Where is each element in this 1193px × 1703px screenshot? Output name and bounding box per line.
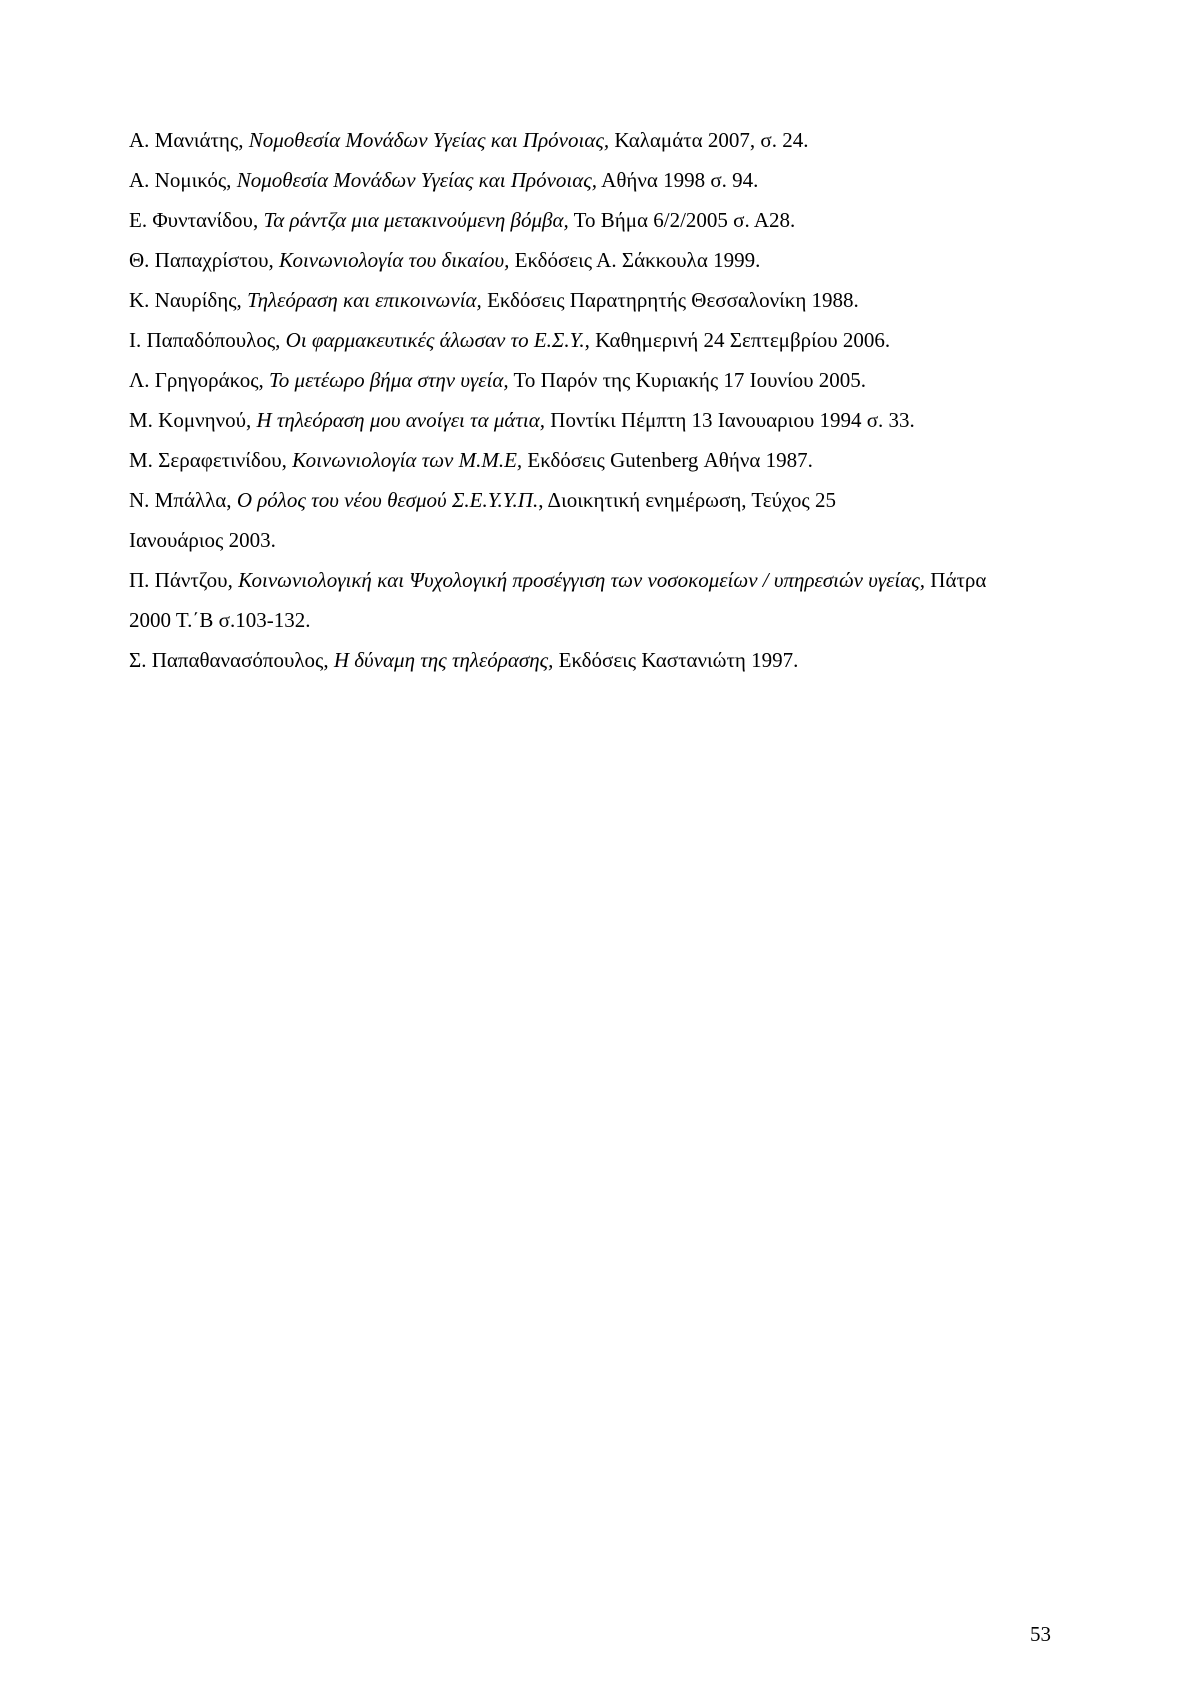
reference-author: Α. Μανιάτης, — [129, 128, 249, 152]
reference-title: Οι φαρμακευτικές άλωσαν το Ε.Σ.Υ. — [285, 328, 585, 352]
reference-title: Τηλεόραση και επικοινωνία, — [247, 288, 482, 312]
reference-details: Το Βήμα 6/2/2005 σ. Α28. — [568, 208, 796, 232]
reference-title: Το μετέωρο βήμα στην υγεία, — [269, 368, 509, 392]
reference-author: Ε. Φυντανίδου, — [129, 208, 264, 232]
reference-details: Πάτρα 2000 Τ.΄Β σ.103-132. — [129, 568, 987, 632]
reference-item — [129, 440, 1089, 480]
reference-title: Νομοθεσία Μονάδων Υγείας και Πρόνοιας, — [236, 168, 598, 192]
reference-author: Σ. Παπαθανασόπουλος, — [129, 648, 334, 672]
reference-author: Κ. Ναυρίδης, — [129, 288, 248, 312]
reference-title: Κοινωνιολογική και Ψυχολογική προσέγγιση των νοσοκομείων / υπηρεσιών υγείας, — [238, 568, 926, 592]
reference-details: Εκδόσεις Α. Σάκκουλα 1999. — [509, 248, 761, 272]
reference-details: Εκδόσεις Gutenberg Αθήνα 1987. — [522, 448, 813, 472]
reference-author: Μ. Σεραφετινίδου, — [129, 448, 293, 472]
reference-details: Αθήνα 1998 σ. 94. — [597, 168, 759, 192]
reference-item — [129, 360, 1089, 400]
reference-title: Τα ράντζα μια μετακινούμενη βόμβα, — [263, 208, 569, 232]
bibliography-list — [129, 120, 1089, 680]
reference-item — [129, 120, 1089, 160]
reference-details: Ποντίκι Πέμπτη 13 Ιανουαριου 1994 σ. 33. — [545, 408, 915, 432]
reference-details: , Διοικητική ενημέρωση, Τεύχος 25 Ιανουάριος 2003. — [129, 488, 836, 552]
page-number: 53 — [1030, 1622, 1051, 1646]
reference-details: Το Παρόν της Κυριακής 17 Ιουνίου 2005. — [508, 368, 867, 392]
reference-title: Ο ρόλος του νέου θεσμού Σ.Ε.Υ.Υ.Π. — [236, 488, 539, 512]
reference-item — [129, 400, 1029, 440]
reference-item — [129, 320, 1089, 360]
reference-title: Η δύναμη της τηλεόρασης, — [333, 648, 554, 672]
reference-title: Νομοθεσία Μονάδων Υγείας και Πρόνοιας, — [248, 128, 610, 152]
reference-details: Εκδόσεις Καστανιώτη 1997. — [553, 648, 799, 672]
reference-author: Θ. Παπαχρίστου, — [129, 248, 280, 272]
reference-item — [129, 200, 1089, 240]
reference-details: Καλαμάτα 2007, σ. 24. — [609, 128, 809, 152]
reference-title: Κοινωνιολογία των Μ.Μ.Ε, — [292, 448, 523, 472]
reference-author: Ν. Μπάλλα, — [129, 488, 237, 512]
reference-item — [129, 280, 1089, 320]
reference-item — [129, 560, 1029, 640]
reference-title: Κοινωνιολογία του δικαίου, — [279, 248, 510, 272]
reference-author: Μ. Κομνηνού, — [129, 408, 257, 432]
reference-item — [129, 640, 1089, 680]
reference-item — [129, 480, 889, 560]
reference-title: Η τηλεόραση μου ανοίγει τα μάτια, — [256, 408, 546, 432]
reference-author: Ι. Παπαδόπουλος, — [129, 328, 286, 352]
reference-item — [129, 160, 1089, 200]
reference-author: Π. Πάντζου, — [129, 568, 239, 592]
reference-details: Εκδόσεις Παρατηρητής Θεσσαλονίκη 1988. — [481, 288, 859, 312]
reference-author: Λ. Γρηγοράκος, — [129, 368, 270, 392]
reference-author: Α. Νομικός, — [129, 168, 237, 192]
reference-details: , Καθημερινή 24 Σεπτεμβρίου 2006. — [584, 328, 891, 352]
reference-item — [129, 240, 1089, 280]
